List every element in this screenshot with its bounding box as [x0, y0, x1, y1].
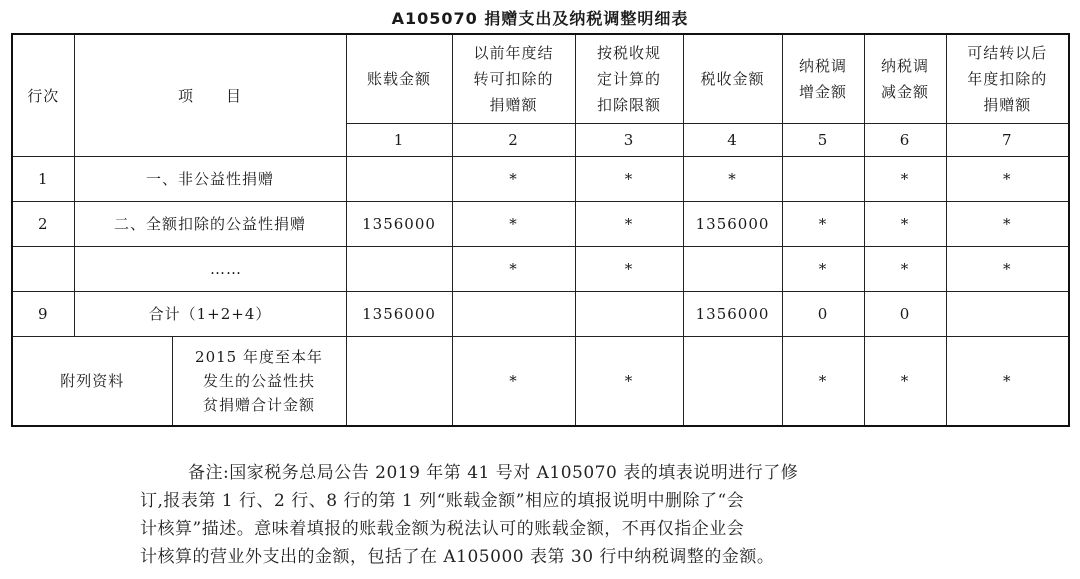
col-number: 1	[346, 124, 452, 157]
appendix-row	[12, 337, 1069, 427]
col-number: 7	[946, 124, 1069, 157]
header-row-no: 行次	[12, 34, 74, 157]
cell: *	[452, 337, 575, 427]
table-title: A105070 捐赠支出及纳税调整明细表	[391, 9, 689, 28]
row-item: 一、非公益性捐赠	[74, 157, 346, 202]
row-item: ……	[74, 247, 346, 292]
cell: 0	[864, 292, 946, 337]
cell: *	[782, 337, 864, 427]
row-item: 合计（1+2+4）	[74, 292, 346, 337]
cell: 0	[782, 292, 864, 337]
row-no: 9	[12, 292, 74, 337]
cell	[683, 247, 782, 292]
row-no: 1	[12, 157, 74, 202]
col-number: 5	[782, 124, 864, 157]
header-col6: 纳税调 减金额	[864, 34, 946, 124]
cell	[946, 292, 1069, 337]
cell: *	[946, 247, 1069, 292]
cell	[452, 292, 575, 337]
remark-line: 计核算的营业外支出的金额，包括了在 A105000 表第 30 行中纳税调整的金额。	[140, 547, 775, 567]
cell: *	[575, 202, 683, 247]
cell: *	[782, 202, 864, 247]
cell: 1356000	[346, 292, 452, 337]
cell: *	[946, 202, 1069, 247]
cell	[575, 292, 683, 337]
header-col3: 按税收规 定计算的 扣除限额	[575, 34, 683, 124]
row-item: 二、全额扣除的公益性捐赠	[74, 202, 346, 247]
cell: *	[864, 247, 946, 292]
donation-table	[11, 33, 1070, 427]
header-col1: 账载金额	[346, 34, 452, 124]
header-col5: 纳税调 增金额	[782, 34, 864, 124]
table-row	[12, 202, 1069, 247]
cell: *	[683, 157, 782, 202]
appendix-item: 2015 年度至本年 发生的公益性扶 贫捐赠合计金额	[172, 337, 346, 427]
col-number: 2	[452, 124, 575, 157]
header-col4: 税收金额	[683, 34, 782, 124]
cell: *	[575, 337, 683, 427]
cell: *	[946, 337, 1069, 427]
header-row	[12, 34, 1069, 124]
cell: *	[575, 247, 683, 292]
cell: *	[864, 202, 946, 247]
cell	[683, 337, 782, 427]
cell: *	[782, 247, 864, 292]
remark-paragraph	[140, 459, 940, 571]
appendix-label: 附列资料	[12, 337, 172, 427]
col-number: 4	[683, 124, 782, 157]
cell: *	[452, 247, 575, 292]
remark-line: 计核算”描述。意味着填报的账载金额为税法认可的账载金额，不再仅指企业会	[140, 519, 745, 539]
row-no	[12, 247, 74, 292]
cell	[346, 247, 452, 292]
cell	[782, 157, 864, 202]
cell: *	[864, 337, 946, 427]
remark-line: 备注:国家税务总局公告 2019 年第 41 号对 A105070 表的填表说明进行了修	[188, 463, 799, 483]
cell: 1356000	[683, 292, 782, 337]
header-col2: 以前年度结 转可扣除的 捐赠额	[452, 34, 575, 124]
cell: *	[946, 157, 1069, 202]
table-row	[12, 247, 1069, 292]
cell: 1356000	[346, 202, 452, 247]
table-row	[12, 292, 1069, 337]
header-col7: 可结转以后 年度扣除的 捐赠额	[946, 34, 1069, 124]
cell: *	[575, 157, 683, 202]
cell	[346, 157, 452, 202]
cell: 1356000	[683, 202, 782, 247]
cell: *	[452, 157, 575, 202]
row-no: 2	[12, 202, 74, 247]
cell	[346, 337, 452, 427]
header-item: 项 目	[74, 34, 346, 157]
remark-line: 订,报表第 1 行、2 行、8 行的第 1 列“账载金额”相应的填报说明中删除了“会	[140, 491, 745, 511]
cell: *	[452, 202, 575, 247]
cell: *	[864, 157, 946, 202]
col-number: 3	[575, 124, 683, 157]
table-row	[12, 157, 1069, 202]
col-number: 6	[864, 124, 946, 157]
